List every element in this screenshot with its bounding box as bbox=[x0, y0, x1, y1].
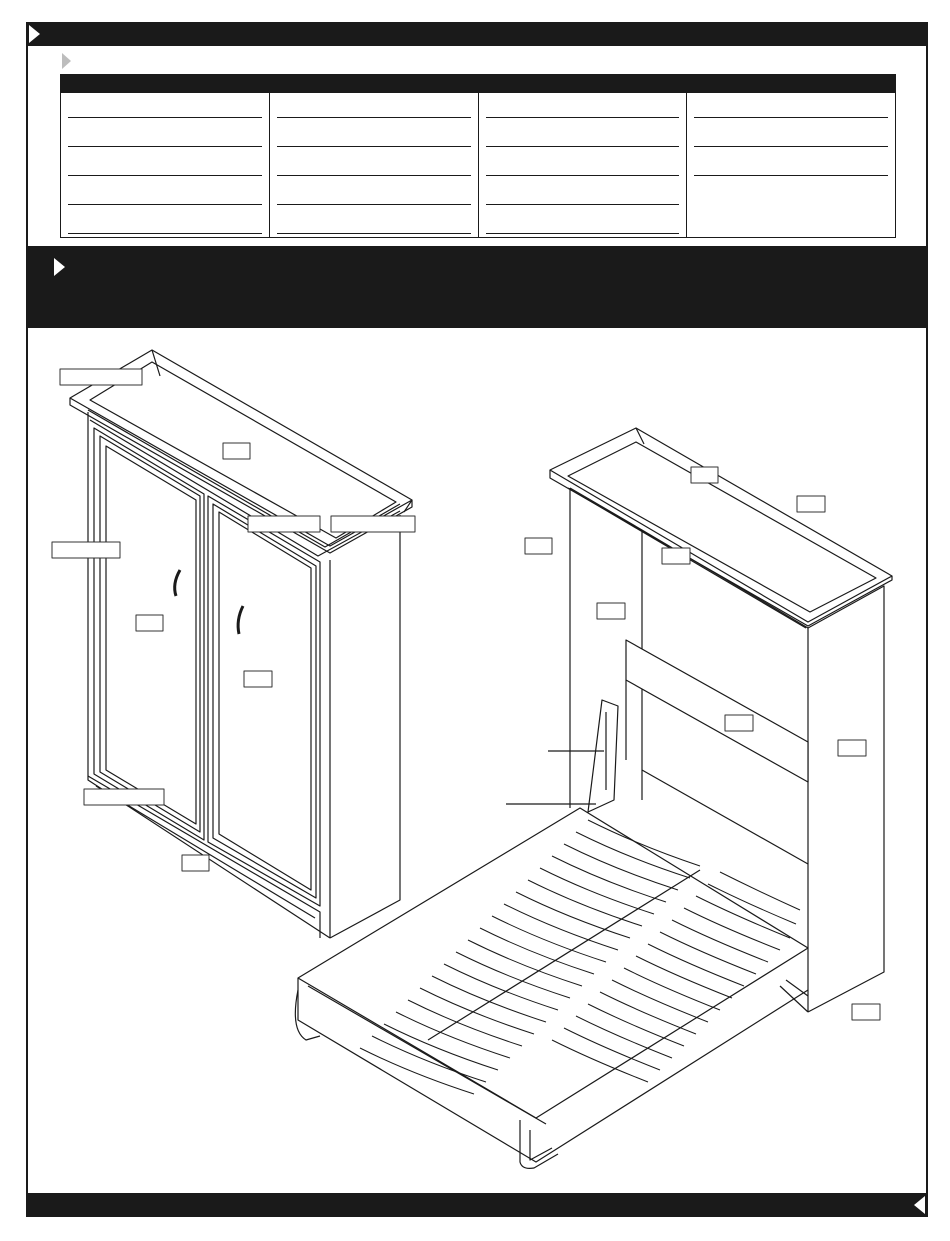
assembly-illustration bbox=[28, 330, 926, 1192]
blank-line bbox=[68, 204, 262, 205]
blank-line bbox=[486, 175, 680, 176]
parts-table bbox=[60, 74, 896, 238]
callout-crown-top bbox=[60, 369, 142, 385]
blank-line bbox=[68, 146, 262, 147]
callout-header-panel bbox=[725, 715, 753, 731]
callout-base-right bbox=[852, 1004, 880, 1020]
callout-left-side-inner bbox=[525, 538, 552, 554]
triangle-right-gray-icon bbox=[62, 53, 71, 69]
callout-base bbox=[182, 855, 209, 871]
blank-line bbox=[486, 233, 680, 234]
callout-top-front bbox=[691, 467, 718, 483]
blank-line bbox=[486, 146, 680, 147]
callout-crown-front-b bbox=[331, 516, 415, 532]
blank-line bbox=[277, 204, 471, 205]
parts-column-header bbox=[270, 75, 478, 93]
footer-bar bbox=[26, 1193, 928, 1217]
callout-top-back bbox=[797, 496, 825, 512]
parts-column-header bbox=[687, 75, 895, 93]
parts-column-4 bbox=[687, 75, 895, 237]
triangle-right-icon bbox=[54, 258, 65, 276]
callout-crown-front-a bbox=[248, 516, 320, 532]
triangle-right-icon bbox=[29, 25, 40, 43]
section-bar bbox=[26, 246, 928, 328]
blank-line bbox=[486, 117, 680, 118]
callout-door-left bbox=[136, 615, 163, 631]
parts-column-header bbox=[61, 75, 269, 93]
blank-line bbox=[277, 146, 471, 147]
callout-door-right bbox=[244, 671, 272, 687]
callout-base-trim bbox=[84, 789, 164, 805]
parts-column-3 bbox=[479, 75, 688, 237]
blank-line bbox=[277, 175, 471, 176]
header-bar bbox=[26, 22, 928, 46]
blank-line bbox=[694, 146, 888, 147]
closed-cabinet-drawing bbox=[70, 350, 412, 938]
blank-line bbox=[68, 175, 262, 176]
blank-line bbox=[68, 117, 262, 118]
parts-column-1 bbox=[61, 75, 270, 237]
blank-line bbox=[277, 233, 471, 234]
blank-line bbox=[486, 204, 680, 205]
callout-back-panel bbox=[597, 603, 625, 619]
callout-top-panel bbox=[223, 443, 250, 459]
callout-top-rail bbox=[662, 548, 690, 564]
callout-left-side bbox=[52, 542, 120, 558]
parts-column-2 bbox=[270, 75, 479, 237]
blank-line bbox=[68, 233, 262, 234]
triangle-left-icon bbox=[914, 1196, 925, 1214]
parts-column-header bbox=[479, 75, 687, 93]
open-bed-drawing bbox=[295, 428, 892, 1168]
callout-right-side bbox=[838, 740, 866, 756]
blank-line bbox=[694, 117, 888, 118]
blank-line bbox=[277, 117, 471, 118]
blank-line bbox=[694, 175, 888, 176]
